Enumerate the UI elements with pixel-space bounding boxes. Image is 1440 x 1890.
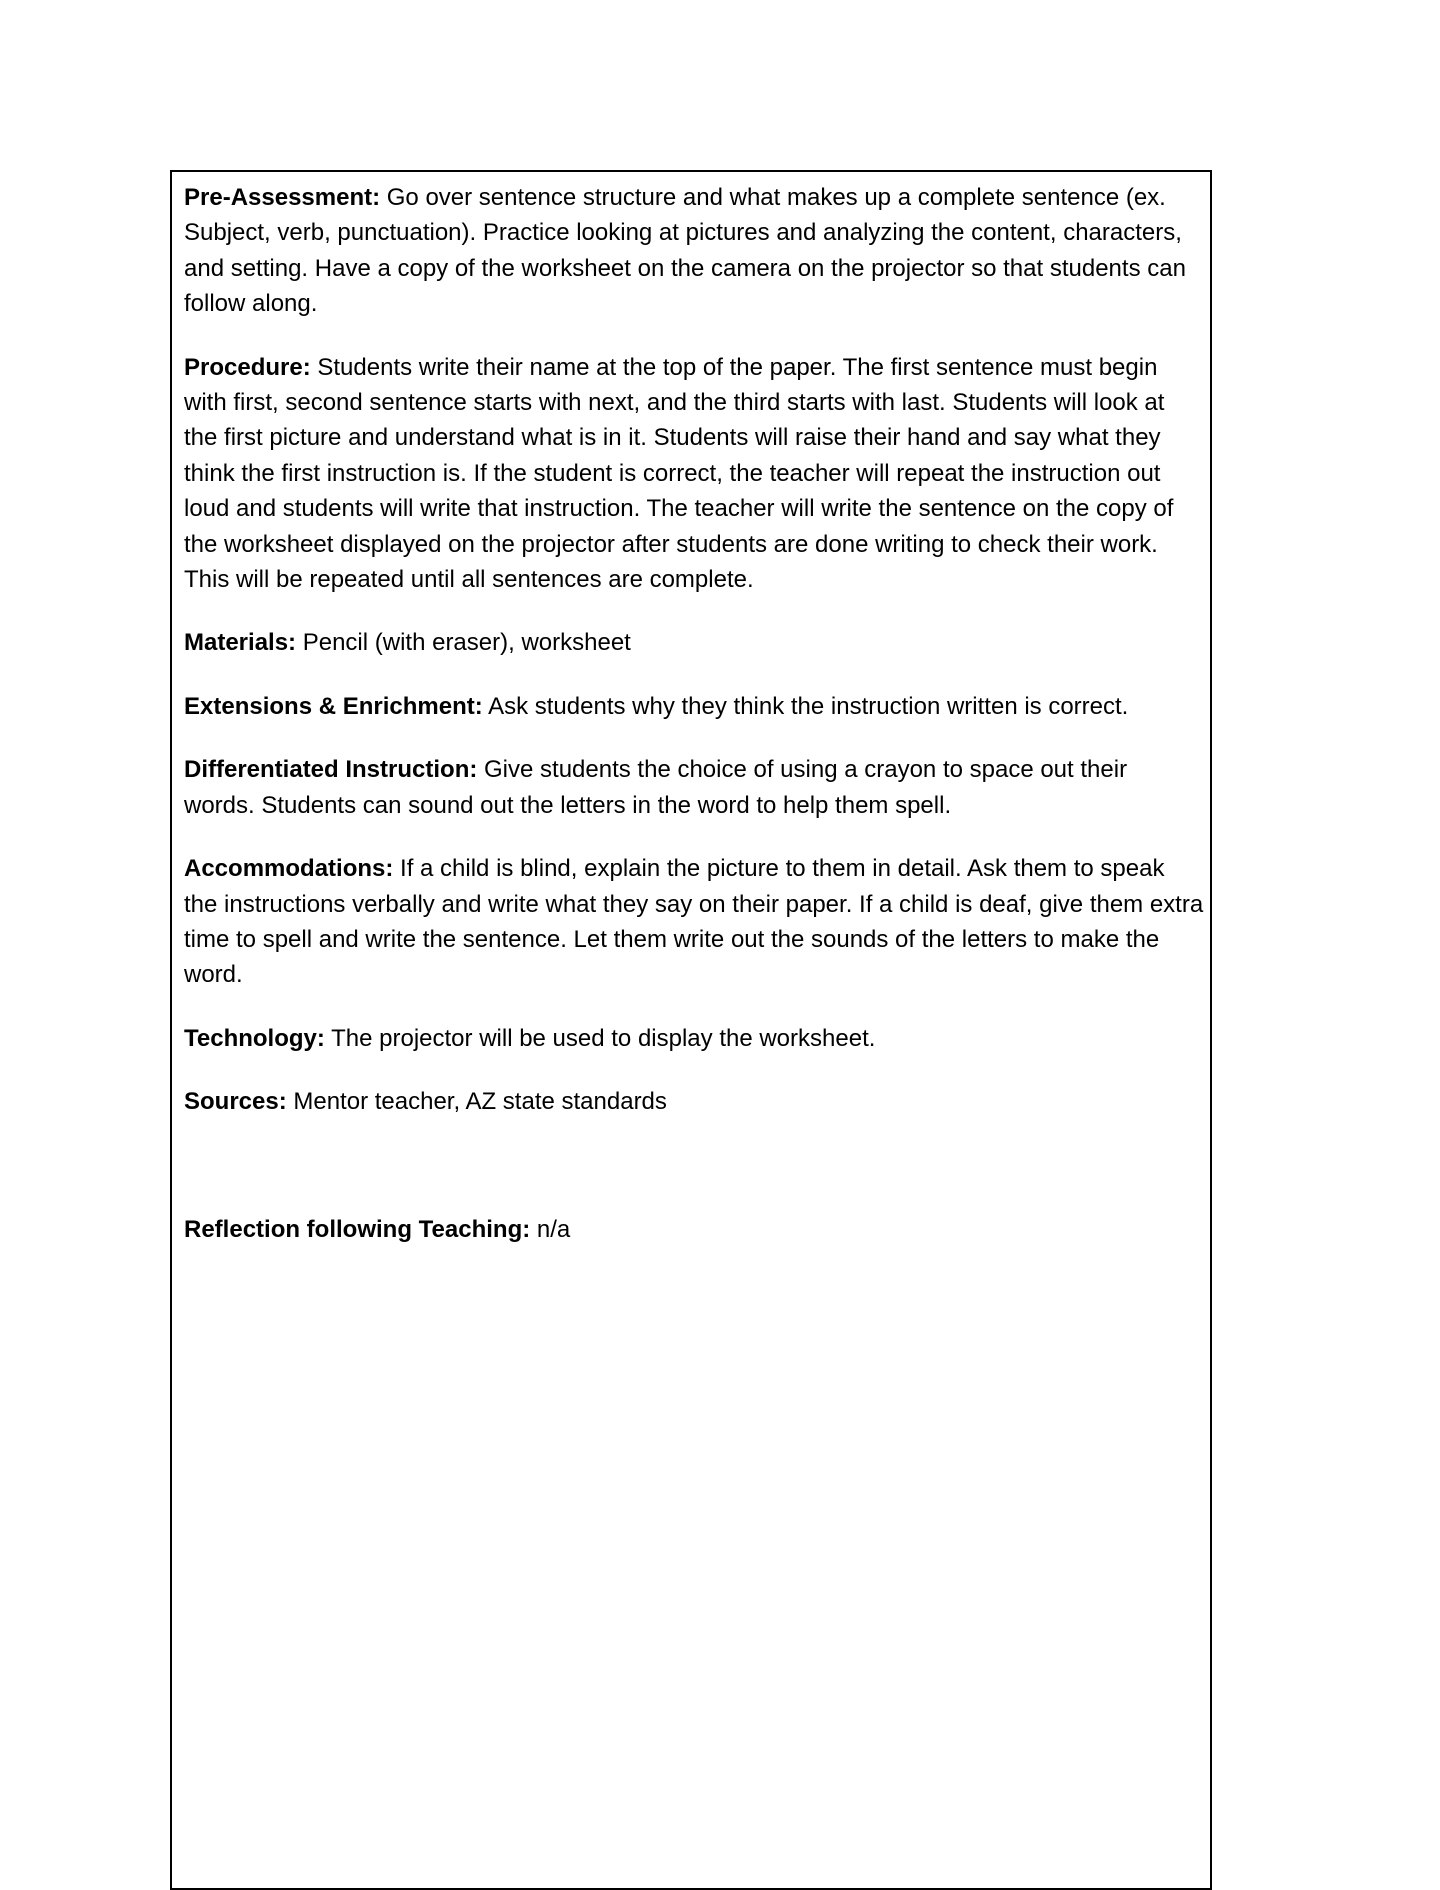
section-label: Differentiated Instruction: [184, 756, 478, 784]
section-label: Sources: [184, 1088, 287, 1116]
section-text: The projector will be used to display the worksheet. [324, 1024, 876, 1052]
section-materials [184, 625, 1204, 660]
section-text: Go over sentence structure and what makes up a complete sentence (ex. Subject, verb, punctuation). Practice looking at pictures and analyzing the content, characters, and setting. Have a copy of the worksheet on the camera on the projector so that students can follow along. [184, 184, 1186, 318]
section-sources [184, 1084, 1204, 1119]
section-label: Extensions & Enrichment: [184, 692, 483, 720]
section-label: Accommodations: [184, 855, 394, 883]
section-pre-assessment [184, 180, 1204, 322]
section-label: Pre-Assessment: [184, 184, 381, 211]
section-differentiated-instruction [184, 752, 1204, 823]
section-label: Materials: [184, 629, 297, 657]
section-text: If a child is blind, explain the picture to them in detail. Ask them to speak the instructions verbally and write what they say on their paper. If a child is deaf, give them extra time to spell and write the sentence. Let them write out the sounds of the letters to make the word. [184, 855, 1204, 989]
section-text: Students write their name at the top of the paper. The first sentence must begin with first, second sentence starts with next, and the third starts with last. Students will look at the first picture and understand what is in it. Students will raise their hand and say what they think the first instruction is. If the student is correct, the teacher will repeat the instruction out loud and students will write that instruction. The teacher will write the sentence on the copy of the worksheet displayed on the projector after students are done writing to check their work. This will be repeated until all sentences are complete. [184, 353, 1174, 594]
section-reflection [184, 1212, 1204, 1247]
section-accommodations [184, 851, 1204, 993]
section-label: Reflection following Teaching: [184, 1215, 531, 1243]
section-extensions-enrichment [184, 689, 1204, 724]
section-text: Pencil (with eraser), worksheet [296, 629, 631, 657]
section-procedure [184, 350, 1204, 598]
section-text: Give students the choice of using a crayon to space out their words. Students can sound out the letters in the word to help them spell. [184, 756, 1128, 819]
section-label: Technology: [184, 1024, 325, 1052]
section-technology [184, 1021, 1204, 1056]
section-label: Procedure: [184, 353, 311, 381]
section-text: Ask students why they think the instruction written is correct. [482, 692, 1129, 720]
section-text: n/a [530, 1215, 571, 1243]
section-text: Mentor teacher, AZ state standards [286, 1088, 667, 1116]
lesson-plan-content [184, 180, 1204, 1275]
